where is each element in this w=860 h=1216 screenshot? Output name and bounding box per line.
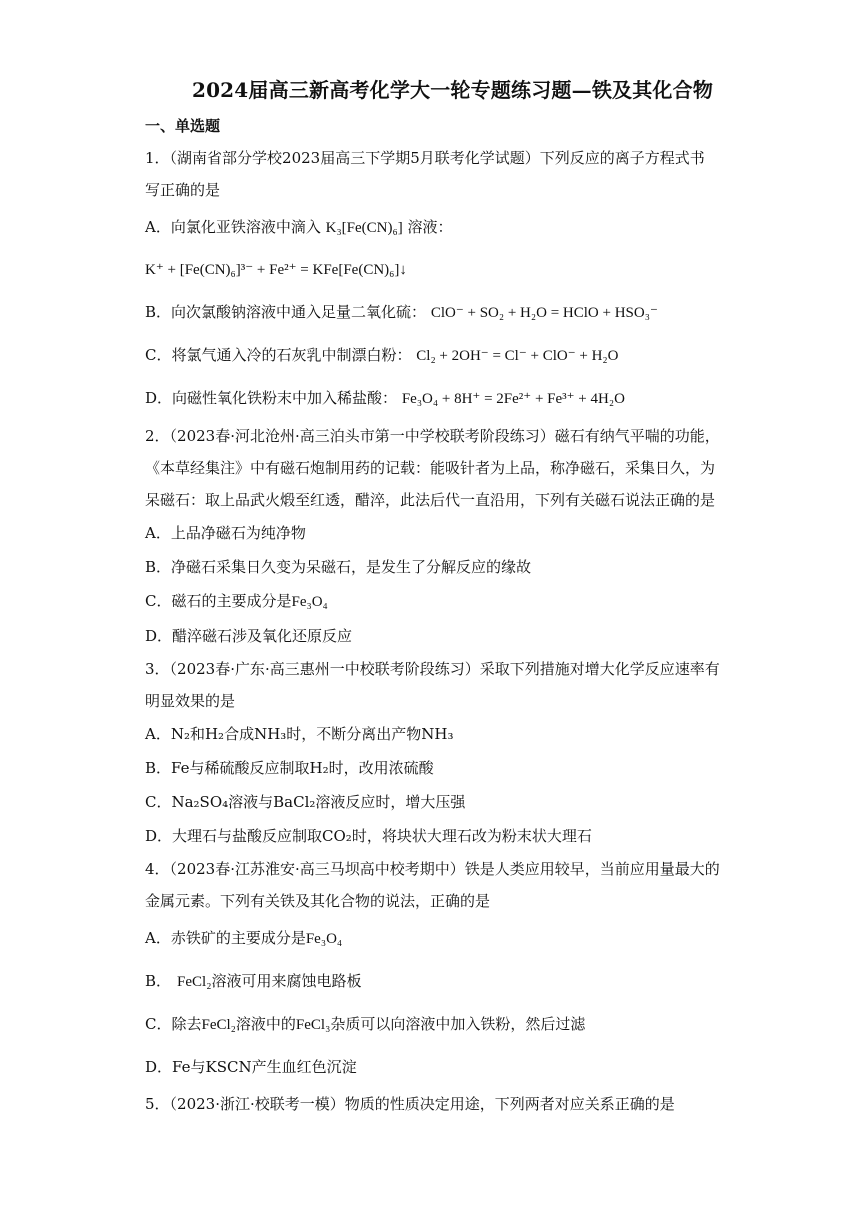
option-c-text-3: 杂质可以向溶液中加入铁粉，然后过滤 xyxy=(330,1015,586,1033)
question-3-stem-line-1: 3．（2023春·广东·高三惠州一中校联考阶段练习）采取下列措施对增大化学反应速率有 xyxy=(145,660,720,678)
option-d-text: D．向磁性氧化铁粉末中加入稀盐酸： xyxy=(145,389,398,407)
option-b-text: B．向次氯酸钠溶液中通入足量二氧化硫： xyxy=(145,303,427,321)
question-1-stem-line-2: 写正确的是 xyxy=(145,181,221,199)
option-b-letter: B． xyxy=(145,972,172,990)
option-b-text: 溶液可用来腐蚀电路板 xyxy=(211,972,362,990)
question-2-option-d: D．醋淬磁石涉及氧化还原反应 xyxy=(145,627,353,645)
option-b-formula: FeCl₂ xyxy=(177,974,212,990)
question-3-stem-line-2: 明显效果的是 xyxy=(145,692,236,710)
option-a-formula: Fe₃O₄ xyxy=(305,931,343,947)
question-4-option-d: D．Fe与KSCN产生血红色沉淀 xyxy=(145,1058,357,1076)
question-2 xyxy=(145,420,760,653)
question-2-stem-line-1: 2．（2023春·河北沧州·高三泊头市第一中学校联考阶段练习）磁石有纳气平喘的功能， xyxy=(145,427,720,445)
option-b-equation: ClO⁻ + SO₂ + H₂O = HClO + HSO₃⁻ xyxy=(430,305,658,321)
question-1-option-c xyxy=(145,334,760,377)
question-1-option-a xyxy=(145,206,760,249)
question-1-option-d xyxy=(145,377,760,420)
question-1-stem-line-1: 1．（湖南省部分学校2023届高三下学期5月联考化学试题）下列反应的离子方程式书 xyxy=(145,149,705,167)
document-title: 2024届高三新高考化学大一轮专题练习题—铁及其化合物 xyxy=(191,78,714,102)
option-a-suffix: 溶液： xyxy=(407,218,453,236)
question-3-option-a: A．N₂和H₂合成NH₃时，不断分离出产物NH₃ xyxy=(145,725,454,743)
section-heading: 一、单选题 xyxy=(145,117,221,135)
question-5-stem-line-1: 5．（2023·浙江·校联考一模）物质的性质决定用途，下列两者对应关系正确的是 xyxy=(145,1095,675,1113)
question-1 xyxy=(145,142,760,420)
question-2-stem-line-2: 《本草经集注》中有磁石炮制用药的记载：能吸针者为上品，称净磁石，采集日久，为 xyxy=(145,459,716,477)
question-3-option-d: D．大理石与盐酸反应制取CO₂时，将块状大理石改为粉末状大理石 xyxy=(145,827,592,845)
question-2-option-b: B．净磁石采集日久变为呆磁石，是发生了分解反应的缘故 xyxy=(145,558,532,576)
question-3-option-b: B．Fe与稀硫酸反应制取H₂时，改用浓硫酸 xyxy=(145,759,434,777)
question-2-option-c xyxy=(145,584,760,619)
question-5 xyxy=(145,1088,760,1120)
option-c-formula-2: FeCl₃ xyxy=(295,1017,331,1033)
question-4-option-c xyxy=(145,1003,760,1046)
question-3-option-c: C．Na₂SO₄溶液与BaCl₂溶液反应时，增大压强 xyxy=(145,793,466,811)
question-1-option-a-equation: K⁺ + [Fe(CN)₆]³⁻ + Fe²⁺ = KFe[Fe(CN)₆]↓ xyxy=(145,262,407,278)
option-c-text-2: 溶液中的 xyxy=(235,1015,296,1033)
option-a-text: A．向氯化亚铁溶液中滴入 xyxy=(145,218,321,236)
question-4-stem-line-1: 4．（2023春·江苏淮安·高三马坝高中校考期中）铁是人类应用较早，当前应用量最大的 xyxy=(145,860,720,878)
option-c-text: C．将氯气通入冷的石灰乳中制漂白粉： xyxy=(145,346,412,364)
option-c-text: C．磁石的主要成分是 xyxy=(145,592,292,610)
option-c-equation: Cl₂ + 2OH⁻ = Cl⁻ + ClO⁻ + H₂O xyxy=(416,348,619,364)
option-d-equation: Fe₃O₄ + 8H⁺ = 2Fe²⁺ + Fe³⁺ + 4H₂O xyxy=(401,391,625,407)
option-a-reagent-formula: K₃[Fe(CN)₆] xyxy=(325,220,403,236)
question-2-stem-line-3: 呆磁石：取上品武火煅至红透，醋淬，此法后代一直沿用，下列有关磁石说法正确的是 xyxy=(145,491,716,509)
option-a-text: A．赤铁矿的主要成分是 xyxy=(145,929,306,947)
question-4-stem-line-2: 金属元素。下列有关铁及其化合物的说法，正确的是 xyxy=(145,892,491,910)
question-2-option-a: A．上品净磁石为纯净物 xyxy=(145,524,306,542)
question-4 xyxy=(145,853,760,1088)
option-c-formula-1: FeCl₂ xyxy=(201,1017,236,1033)
option-c-text-1: C．除去 xyxy=(145,1015,202,1033)
question-1-option-b xyxy=(145,291,760,334)
question-4-option-a xyxy=(145,917,760,960)
question-4-option-b xyxy=(145,960,760,1003)
question-3 xyxy=(145,653,760,853)
option-c-formula: Fe₃O₄ xyxy=(291,594,328,610)
